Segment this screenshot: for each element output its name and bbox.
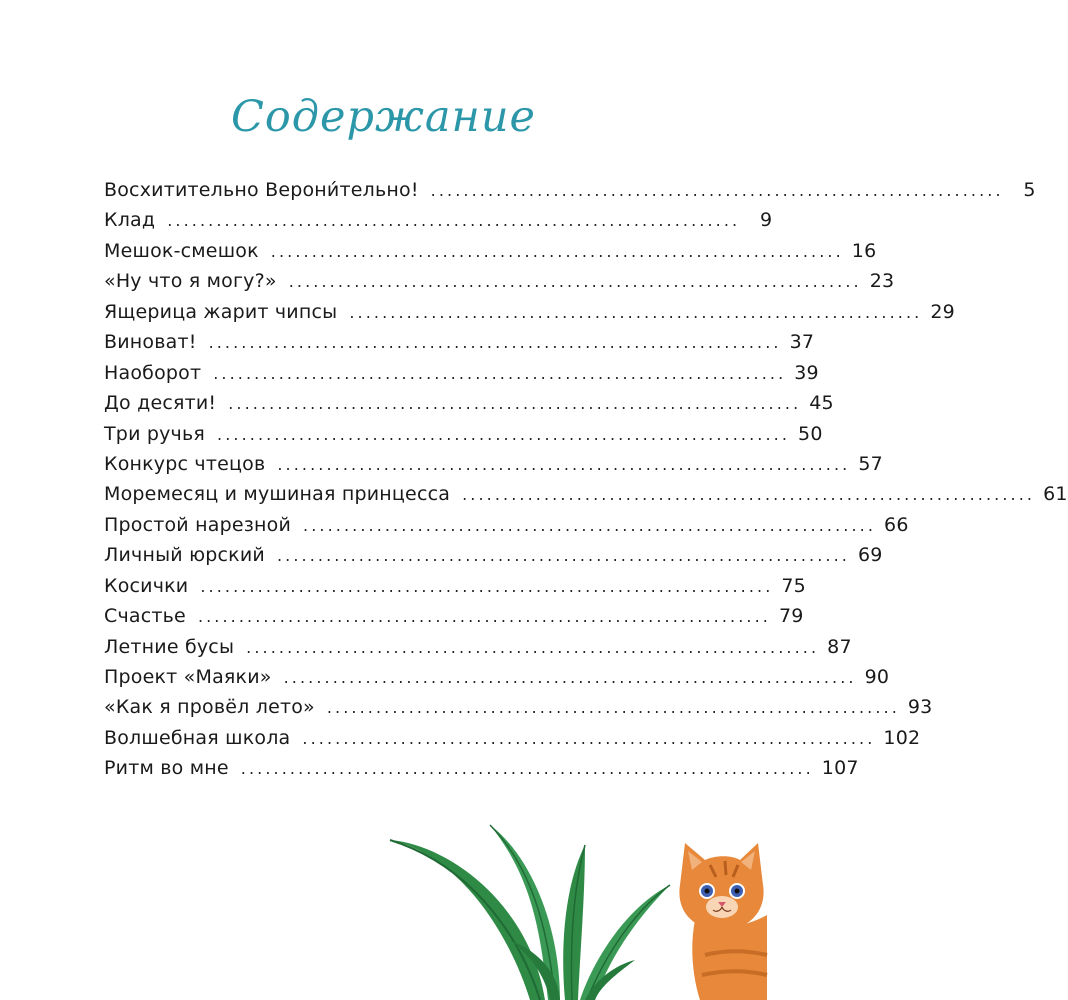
toc-entry-page: 87	[827, 635, 852, 658]
toc-entry[interactable]	[104, 479, 1068, 509]
table-of-contents	[104, 175, 1068, 784]
toc-entry-page: 69	[857, 544, 883, 567]
toc-entry-title: Проект «Маяки»	[104, 666, 272, 688]
toc-entry-title: Мешок-смешок	[104, 239, 259, 262]
toc-leader-dots: ......................................................................	[303, 515, 877, 535]
toc-entry-page: 16	[851, 239, 877, 262]
toc-entry-title: «Как я провёл лето»	[104, 696, 315, 719]
toc-entry[interactable]	[104, 662, 890, 692]
toc-entry[interactable]	[104, 297, 955, 327]
toc-leader-dots: ......................................................................	[349, 302, 923, 322]
toc-entry-page: 5	[1023, 179, 1036, 201]
toc-entry[interactable]	[104, 449, 883, 479]
toc-leader-dots: ......................................................................	[283, 668, 857, 687]
toc-entry[interactable]	[104, 571, 806, 601]
toc-entry[interactable]	[104, 723, 921, 753]
toc-entry[interactable]	[104, 205, 773, 235]
cat-icon	[679, 843, 767, 1000]
toc-entry-title: Конкурс чтецов	[104, 452, 266, 475]
toc-leader-dots: ......................................................................	[430, 181, 1004, 200]
toc-entry-page: 9	[759, 209, 773, 232]
toc-leader-dots: ......................................................................	[302, 728, 876, 748]
toc-leader-dots: ......................................................................	[246, 637, 820, 657]
toc-entry-page: 37	[789, 331, 815, 354]
toc-leader-dots: ......................................................................	[277, 454, 851, 474]
toc-entry-title: Наоборот	[104, 361, 202, 384]
toc-entry-page: 23	[869, 270, 895, 293]
toc-leader-dots: ......................................................................	[208, 333, 782, 353]
toc-entry[interactable]	[104, 388, 834, 418]
toc-entry-title: Виноват!	[104, 331, 197, 354]
toc-entry-title: Ритм во мне	[104, 757, 229, 780]
toc-leader-dots: ......................................................................	[200, 576, 774, 596]
toc-entry-title: Косички	[104, 574, 189, 597]
toc-entry-page: 66	[884, 513, 909, 536]
toc-entry[interactable]	[104, 632, 852, 662]
toc-entry-page: 29	[930, 300, 955, 323]
illustration	[380, 815, 767, 1000]
toc-entry[interactable]	[104, 540, 883, 570]
toc-leader-dots: ......................................................................	[326, 698, 900, 718]
toc-entry[interactable]	[104, 327, 815, 357]
toc-entry[interactable]	[104, 510, 909, 540]
toc-leader-dots: ......................................................................	[197, 607, 771, 627]
toc-entry[interactable]	[104, 175, 1036, 205]
toc-leader-dots: ......................................................................	[217, 424, 791, 444]
toc-leader-dots: ......................................................................	[288, 272, 862, 292]
toc-entry-page: 93	[907, 696, 933, 719]
toc-entry-title: Летние бусы	[104, 635, 235, 658]
toc-entry-title: Ящерица жарит чипсы	[104, 300, 338, 323]
page-title: Содержание	[231, 92, 536, 142]
toc-entry[interactable]	[104, 236, 877, 266]
toc-entry-page: 90	[864, 666, 890, 688]
plant-icon	[390, 825, 670, 1000]
toc-entry-title: Волшебная школа	[104, 726, 291, 749]
toc-leader-dots: ......................................................................	[270, 241, 844, 261]
toc-entry-page: 75	[781, 574, 806, 597]
toc-entry[interactable]	[104, 266, 895, 296]
toc-entry[interactable]	[104, 692, 933, 722]
toc-entry[interactable]	[104, 601, 804, 631]
toc-entry-page: 61	[1043, 483, 1068, 506]
toc-entry[interactable]	[104, 358, 819, 388]
toc-entry-title: Простой нарезной	[104, 513, 292, 536]
toc-entry-title: Восхитительно Верони́тельно!	[104, 179, 419, 201]
toc-leader-dots: ......................................................................	[228, 394, 802, 414]
toc-entry-title: Счастье	[104, 605, 186, 628]
toc-entry-title: Клад	[104, 209, 156, 232]
toc-entry-title: Моремесяц и мушиная принцесса	[104, 483, 451, 506]
toc-entry[interactable]	[104, 419, 823, 449]
toc-entry-page: 50	[798, 422, 823, 445]
toc-entry-page: 107	[821, 757, 859, 780]
toc-entry-title: Три ручья	[104, 422, 206, 445]
toc-leader-dots: ......................................................................	[276, 546, 850, 566]
toc-leader-dots: ......................................................................	[167, 211, 741, 231]
toc-entry[interactable]	[104, 753, 859, 783]
toc-entry-title: Личный юрский	[104, 544, 265, 567]
toc-entry-title: До десяти!	[104, 392, 217, 415]
toc-entry-page: 57	[858, 452, 883, 475]
toc-entry-page: 102	[883, 726, 921, 749]
toc-leader-dots: ......................................................................	[213, 363, 787, 383]
toc-leader-dots: ......................................................................	[240, 759, 814, 779]
toc-entry-title: «Ну что я могу?»	[104, 270, 277, 293]
toc-entry-page: 39	[794, 361, 819, 384]
toc-entry-page: 45	[809, 392, 834, 415]
toc-entry-page: 79	[778, 605, 804, 628]
toc-leader-dots: ......................................................................	[462, 485, 1036, 505]
